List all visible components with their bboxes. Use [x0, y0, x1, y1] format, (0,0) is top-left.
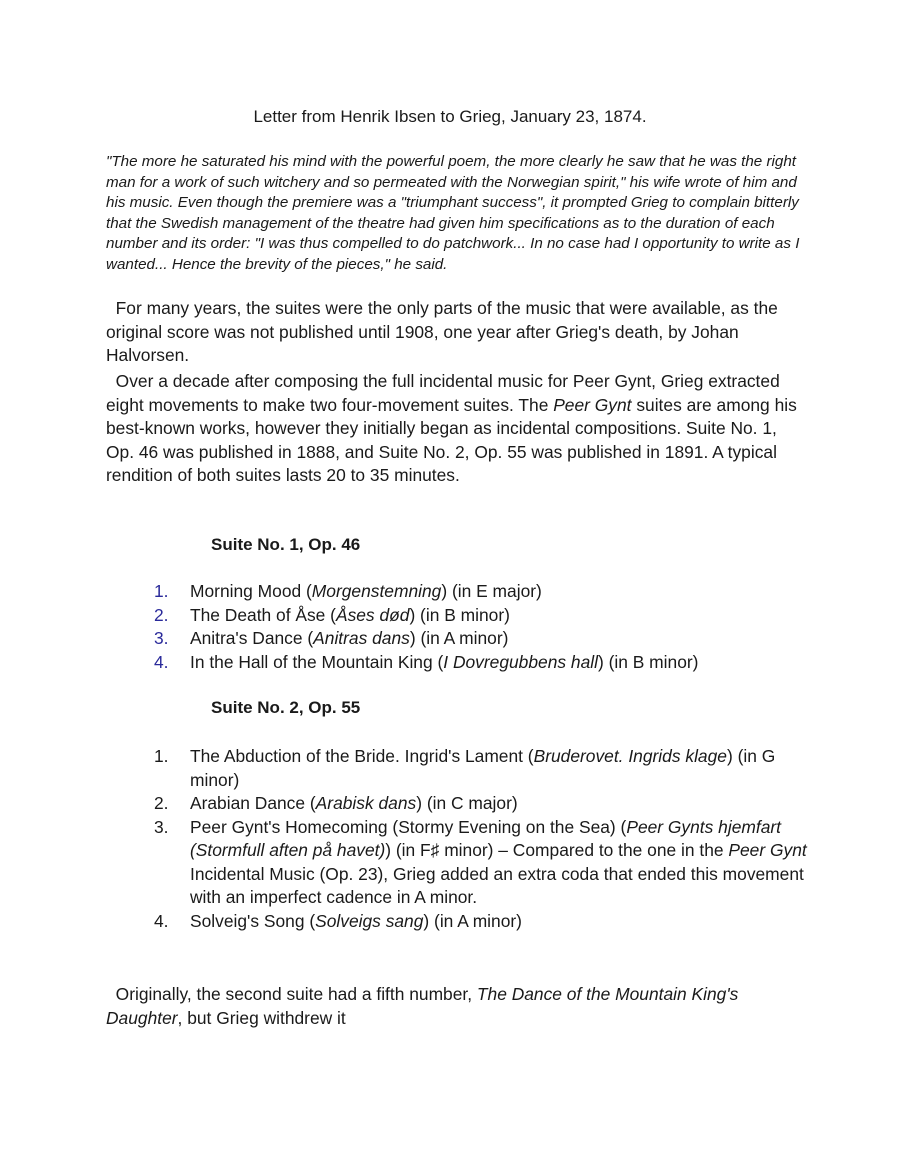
wife-quote-paragraph: "The more he saturated his mind with the powerful poem, the more clearly he saw that he was the right man for a work of such witchery and so permeated with the Norwegian spirit," his wife wrote of him and his music. Even though the premiere was a "triumphant success", it prompted Grieg to complain bitterly that the Swedish management of the theatre had given him specifications as to the duration of each number and its order: "I was thus compelled to do patchwork... In no case had I opportunity to write as I wanted... Hence the brevity of the pieces," he said.: [106, 153, 800, 273]
item-original-title: Peer Gynts hjemfart (Stormfull aften på havet): [190, 816, 781, 860]
list-item: [150, 816, 810, 910]
list-number: 4.: [154, 651, 169, 672]
item-text: The Abduction of the Bride. Ingrid's Lament (: [190, 746, 534, 766]
item-original-title: Arabisk dans: [315, 793, 417, 813]
list-number: 2.: [154, 604, 169, 625]
item-text: Peer Gynt's Homecoming (Stormy Evening on the Sea) (: [190, 816, 627, 837]
item-key: ) (in E major): [441, 581, 542, 601]
work-title: Peer Gynt: [553, 394, 632, 415]
list-item: [150, 792, 810, 816]
list-item: [150, 604, 810, 628]
item-original-title: Anitras dans: [313, 628, 410, 648]
paragraph-text: Over a decade after composing the full incidental music for Peer Gynt, Grieg extracted eight movements to make two four-movement suites. The: [106, 371, 780, 415]
suite-1-list: [150, 580, 810, 674]
list-item: [150, 627, 810, 651]
paragraph-text: , but Grieg withdrew it: [177, 1007, 346, 1028]
item-key: ) (in G minor): [190, 746, 776, 790]
item-original-title: I Dovregubbens hall: [443, 651, 598, 672]
work-title: The Dance of the Mountain King's Daughter: [106, 984, 739, 1028]
item-text: In the Hall of the Mountain King (: [190, 651, 444, 672]
item-key: ) (in B minor): [597, 651, 699, 672]
list-number: 1.: [154, 581, 169, 601]
paragraph-text: For many years, the suites were the only parts of the music that were available, as the original score was not published until 1908, one year after Grieg's death, by Johan Halvorsen.: [106, 298, 778, 365]
suites-availability-paragraph: [106, 297, 806, 368]
list-item: [150, 910, 810, 934]
list-number: 1.: [154, 746, 169, 766]
item-text: Arabian Dance (: [190, 793, 316, 813]
item-key: ) (in C major): [416, 793, 518, 813]
item-original-title: Morgenstemning: [311, 581, 442, 601]
suite-2-title: Suite No. 2, Op. 55: [211, 698, 361, 717]
list-item: [150, 745, 810, 792]
suite-1-title: Suite No. 1, Op. 46: [211, 535, 361, 554]
item-original-title: Solveigs sang: [315, 910, 424, 931]
item-text: The Death of Åse (: [190, 604, 336, 625]
list-item: [150, 651, 810, 675]
item-text: Anitra's Dance (: [190, 628, 314, 648]
list-number: 2.: [154, 793, 169, 813]
item-text: Incidental Music (Op. 23), Grieg added an extra coda that ended this movement with an imperfect cadence in A minor.: [190, 863, 804, 907]
item-original-title: Åses død: [335, 604, 410, 625]
suite-2-list: [150, 745, 810, 933]
paragraph-text: Originally, the second suite had a fifth number,: [115, 984, 477, 1004]
item-text: Solveig's Song (: [190, 910, 316, 931]
item-key: ) (in B minor): [409, 604, 510, 625]
item-key: ) (in A minor): [409, 628, 509, 648]
letter-heading: Letter from Henrik Ibsen to Grieg, January 23, 1874.: [253, 107, 647, 126]
list-item: [150, 580, 810, 604]
list-number: 3.: [154, 816, 169, 837]
item-original-title: Bruderovet. Ingrids klage: [533, 746, 727, 766]
item-key: ) (in A minor): [423, 910, 522, 931]
paragraph-text: suites are among his best-known works, however they initially began as incidental compositions. Suite No. 1, Op. 46 was published in 1888, and Suite No. 2, Op. 55 was published in 1891. A typical rendition of both suites lasts 20 to 35 minutes.: [106, 394, 797, 485]
withdrawn-number-paragraph: [106, 983, 806, 1030]
item-key: ) (in F♯ minor) – Compared to the one in the: [385, 840, 729, 860]
list-number: 4.: [154, 910, 169, 931]
item-text: Morning Mood (: [190, 581, 312, 601]
list-number: 3.: [154, 628, 169, 648]
work-title: Peer Gynt: [728, 840, 807, 860]
suites-history-paragraph: [106, 370, 806, 488]
